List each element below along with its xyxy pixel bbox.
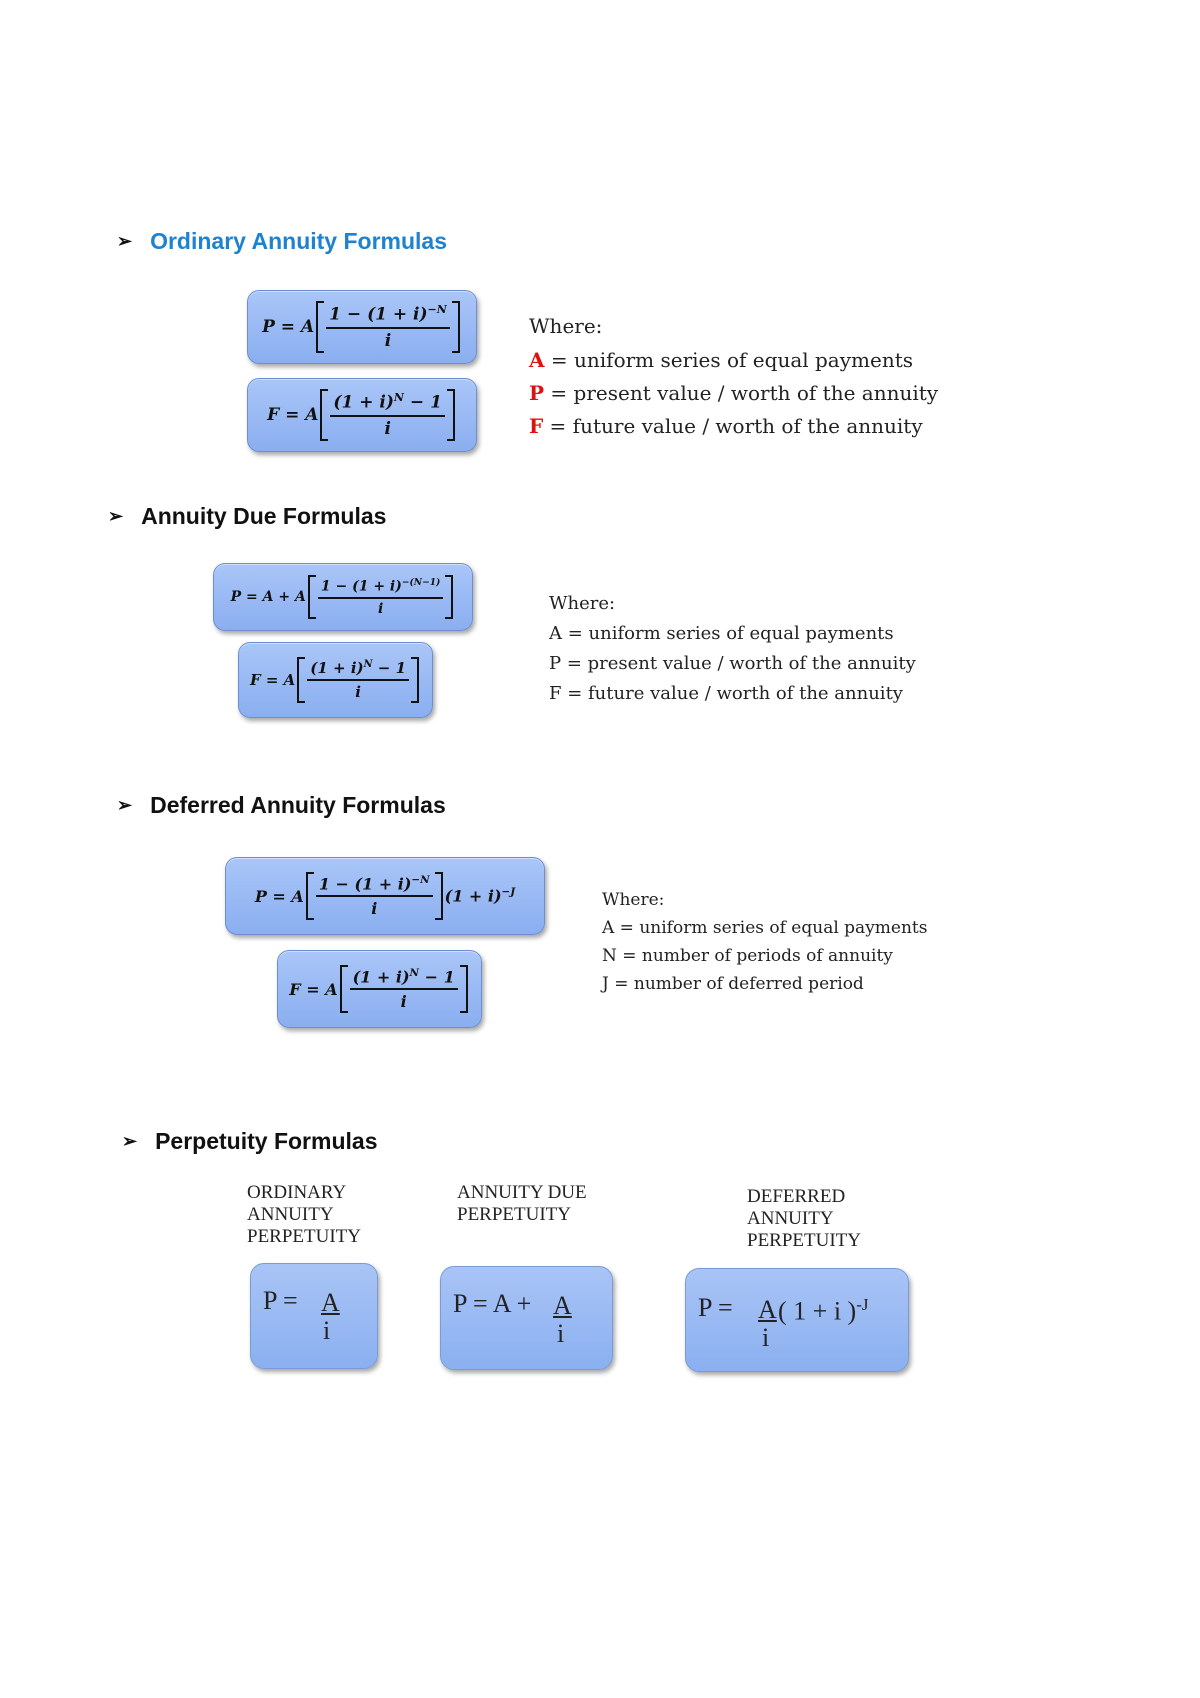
annuity-due-perpetuity-formula: P = A + A i — [440, 1266, 613, 1370]
deferred-future-value-formula: F = A $\frac{(1 + i)^N - 1}{i}$ — [277, 950, 482, 1028]
deferred-where-legend — [602, 892, 927, 1004]
arrow-bullet-icon: ➢ — [117, 795, 133, 815]
legend-line-a: A = uniform series of equal payments — [529, 348, 914, 372]
legend-line: P = present value / worth of the annuity — [549, 653, 916, 674]
ordinary-perpetuity-formula: P = A i — [250, 1263, 378, 1369]
where-heading: Where: — [529, 314, 603, 338]
arrow-bullet-icon: ➢ — [108, 506, 124, 526]
deferred-annuity-heading: ➢ Deferred Annuity Formulas — [117, 792, 446, 818]
due-future-value-formula: F = A $\frac{(1 + i)^N - 1}{i}$ — [238, 642, 433, 718]
where-heading: Where: — [549, 593, 616, 614]
arrow-bullet-icon: ➢ — [117, 231, 133, 251]
ordinary-perpetuity-label: ORDINARY ANNUITY PERPETUITY — [247, 1182, 361, 1247]
legend-line-p: P = present value / worth of the annuity — [529, 381, 939, 405]
legend-line: N = number of periods of annuity — [602, 946, 893, 966]
annuity-due-heading: ➢ Annuity Due Formulas — [108, 503, 387, 529]
legend-line: A = uniform series of equal payments — [549, 623, 894, 644]
legend-line: F = future value / worth of the annuity — [549, 683, 903, 704]
ordinary-annuity-heading: ➢ Ordinary Annuity Formulas — [117, 228, 448, 254]
due-where-legend — [549, 595, 916, 715]
deferred-perpetuity-label: DEFERRED ANNUITY PERPETUITY — [747, 1186, 861, 1251]
ordinary-future-value-formula: F = A $\frac{(1 + i)^N - 1}{i}$ — [247, 378, 477, 452]
legend-line-f: F = future value / worth of the annuity — [529, 414, 923, 438]
annuity-due-perpetuity-label: ANNUITY DUE PERPETUITY — [457, 1182, 587, 1225]
due-present-value-formula: P = A + A $\frac{1 - (1 + i)^{-(N-1)}}{i}$ — [213, 563, 473, 631]
perpetuity-heading: ➢ Perpetuity Formulas — [122, 1128, 378, 1154]
ordinary-where-legend — [529, 316, 938, 449]
deferred-perpetuity-formula: P = A ( 1 + i )$^{-J}$ i — [685, 1268, 909, 1372]
ordinary-present-value-formula: P = A $\frac{1 - (1 + i)^{-N}}{i}$ — [247, 290, 477, 364]
deferred-present-value-formula: P = A $\frac{1 - (1 + i)^{-N}}{i}$ $(1 + i)^{-J}$ — [225, 857, 545, 935]
arrow-bullet-icon: ➢ — [122, 1131, 138, 1151]
where-heading: Where: — [602, 890, 665, 910]
legend-line: A = uniform series of equal payments — [602, 918, 928, 938]
legend-line: J = number of deferred period — [602, 974, 864, 994]
